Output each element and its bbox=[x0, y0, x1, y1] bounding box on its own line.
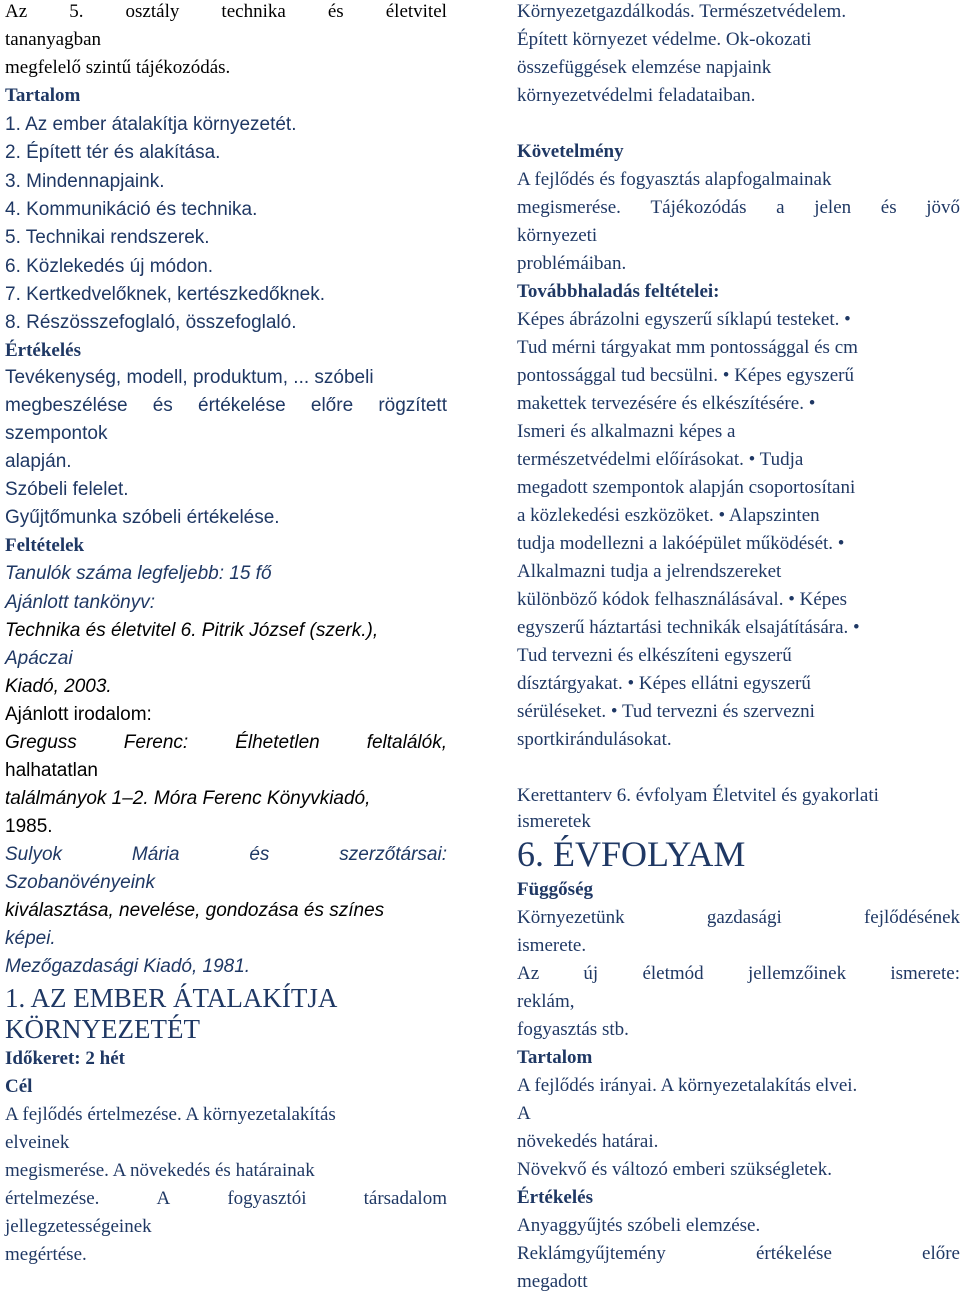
left-text-line: Tartalom bbox=[5, 85, 81, 106]
right-text-line: Környezetgazdálkodás. Természetvédelem. bbox=[517, 1, 847, 22]
right-text-line: Tartalom bbox=[517, 1047, 593, 1068]
right-text-line: Tud mérni tárgyakat mm pontossággal és cm bbox=[517, 337, 858, 358]
left-text-line: megismerése. A növekedés és határainak bbox=[5, 1160, 315, 1181]
right-text-line: megadott szempontok alapján csoportosítani bbox=[517, 477, 856, 498]
right-text-line: Követelmény bbox=[517, 141, 624, 162]
left-text-line: megfelelő szintű tájékozódás. bbox=[5, 57, 231, 78]
left-text-line: A fejlődés értelmezése. A környezetalakítás bbox=[5, 1104, 336, 1125]
right-text-line: Reklámgyűjtemény értékelése előre bbox=[517, 1243, 960, 1264]
left-text-line: Apáczai bbox=[5, 648, 73, 669]
right-text-line: problémáiban. bbox=[517, 253, 627, 274]
right-text-line: fogyasztás stb. bbox=[517, 1019, 629, 1040]
right-text-line: Az új életmód jellemzőinek ismerete: bbox=[517, 963, 960, 984]
left-text-line: tananyagban bbox=[5, 29, 102, 50]
left-text-line: 1. Az ember átalakítja környezetét. bbox=[5, 114, 297, 135]
left-text-line: 3. Mindennapjaink. bbox=[5, 171, 165, 192]
right-text-line: ismeretek bbox=[517, 811, 591, 832]
left-text-line: 2. Épített tér és alakítása. bbox=[5, 142, 221, 163]
left-text-line: Ajánlott tankönyv: bbox=[5, 592, 155, 613]
left-text-line: Értékelés bbox=[5, 340, 81, 361]
right-text-line: Tud tervezni és elkészíteni egyszerű bbox=[517, 645, 792, 666]
right-text-line: növekedés határai. bbox=[517, 1131, 659, 1152]
left-text-line: Greguss Ferenc: Élhetetlen feltalálók, bbox=[5, 732, 447, 753]
right-text-line: sérüléseket. • Tud tervezni és szervezni bbox=[517, 701, 815, 722]
right-text-line: természetvédelmi előírásokat. • Tudja bbox=[517, 449, 804, 470]
right-text-line: Függőség bbox=[517, 879, 593, 900]
left-text-line: kiválasztása, nevelése, gondozása és színes bbox=[5, 900, 385, 921]
right-text-line: Értékelés bbox=[517, 1187, 593, 1208]
left-text-line: jellegzetességeinek bbox=[5, 1216, 152, 1237]
right-text-line: Növekvő és változó emberi szükségletek. bbox=[517, 1159, 832, 1180]
left-text-line: Technika és életvitel 6. Pitrik József (szerk.), bbox=[5, 620, 379, 641]
left-text-line: 8. Részösszefoglaló, összefoglaló. bbox=[5, 312, 297, 333]
right-text-line: környezetvédelmi feladataiban. bbox=[517, 85, 756, 106]
left-text-line: Ajánlott irodalom: bbox=[5, 704, 152, 725]
right-text-line: A bbox=[517, 1103, 531, 1124]
right-text-line: Kerettanterv 6. évfolyam Életvitel és gyakorlati bbox=[517, 785, 879, 806]
left-text-line: értelmezése. A fogyasztói társadalom bbox=[5, 1188, 447, 1209]
left-text-line: elveinek bbox=[5, 1132, 70, 1153]
right-text-line: Környezetünk gazdasági fejlődésének bbox=[517, 907, 960, 928]
left-text-line: Az 5. osztály technika és életvitel bbox=[5, 1, 447, 22]
right-text-line: környezeti bbox=[517, 225, 598, 246]
left-text-line: Tanulók száma legfeljebb: 15 fő bbox=[5, 563, 272, 584]
right-text-line: Képes ábrázolni egyszerű síklapú testeket. • bbox=[517, 309, 851, 330]
left-text-line: 4. Kommunikáció és technika. bbox=[5, 199, 258, 220]
left-text-line: 1985. bbox=[5, 816, 53, 837]
left-text-line: Szóbeli felelet. bbox=[5, 479, 129, 500]
right-text-line: A fejlődés irányai. A környezetalakítás elvei. bbox=[517, 1075, 858, 1096]
left-text-line: 7. Kertkedvelőknek, kertészkedőknek. bbox=[5, 284, 326, 305]
left-text-line: 5. Technikai rendszerek. bbox=[5, 227, 210, 248]
left-text-line: Mezőgazdasági Kiadó, 1981. bbox=[5, 956, 251, 977]
right-text-line: dísztárgyakat. • Képes ellátni egyszerű bbox=[517, 673, 811, 694]
right-text-line: egyszerű háztartási technikák elsajátítására. • bbox=[517, 617, 860, 638]
left-text-line: Cél bbox=[5, 1076, 33, 1097]
left-text-line: 1. AZ EMBER ÁTALAKÍTJA bbox=[5, 983, 338, 1013]
right-text-line: különböző kódok felhasználásával. • Képes bbox=[517, 589, 848, 610]
left-text-line: Időkeret: 2 hét bbox=[5, 1048, 125, 1069]
right-text-line: ismerete. bbox=[517, 935, 587, 956]
left-text-line: képei. bbox=[5, 928, 56, 949]
right-text-line: reklám, bbox=[517, 991, 575, 1012]
left-text-line: Sulyok Mária és szerzőtársai: bbox=[5, 844, 447, 865]
right-text-line: Anyaggyűjtés szóbeli elemzése. bbox=[517, 1215, 761, 1236]
right-text-line: tudja modellezni a lakóépület működését. • bbox=[517, 533, 845, 554]
left-text-line: Feltételek bbox=[5, 535, 85, 556]
right-text-line: A fejlődés és fogyasztás alapfogalmainak bbox=[517, 169, 832, 190]
right-text-line: Épített környezet védelme. Ok-okozati bbox=[517, 29, 812, 50]
left-text-line: halhatatlan bbox=[5, 760, 98, 781]
left-text-line: alapján. bbox=[5, 451, 72, 472]
left-text-line: Gyűjtőmunka szóbeli értékelése. bbox=[5, 507, 280, 528]
left-text-line: Kiadó, 2003. bbox=[5, 676, 112, 697]
left-text-line: Szobanövényeink bbox=[5, 872, 155, 893]
right-text-line: Ismeri és alkalmazni képes a bbox=[517, 421, 736, 442]
right-text-line: megismerése. Tájékozódás a jelen és jövő bbox=[517, 197, 960, 218]
left-text-line: 6. Közlekedés új módon. bbox=[5, 256, 214, 277]
left-text-line: megértése. bbox=[5, 1244, 87, 1265]
right-text-line: összefüggések elemzése napjaink bbox=[517, 57, 772, 78]
right-text-line: megadott bbox=[517, 1271, 588, 1292]
left-text-line: Tevékenység, modell, produktum, ... szóbeli bbox=[5, 367, 374, 388]
left-text-line: szempontok bbox=[5, 423, 108, 444]
left-text-line: megbeszélése és értékelése előre rögzített bbox=[5, 395, 447, 416]
right-text-line: Továbbhaladás feltételei: bbox=[517, 281, 720, 302]
left-text-line: találmányok 1–2. Móra Ferenc Könyvkiadó, bbox=[5, 788, 371, 809]
right-text-line: Alkalmazni tudja a jelrendszereket bbox=[517, 561, 782, 582]
left-text-line: KÖRNYEZETÉT bbox=[5, 1014, 200, 1044]
right-text-line: pontossággal tud becsülni. • Képes egyszerű bbox=[517, 365, 854, 386]
right-text-line: 6. ÉVFOLYAM bbox=[517, 834, 746, 874]
right-text-line: sportkirándulásokat. bbox=[517, 729, 672, 750]
right-text-line: a közlekedési eszközöket. • Alapszinten bbox=[517, 505, 820, 526]
right-text-line: makettek tervezésére és elkészítésére. • bbox=[517, 393, 816, 414]
